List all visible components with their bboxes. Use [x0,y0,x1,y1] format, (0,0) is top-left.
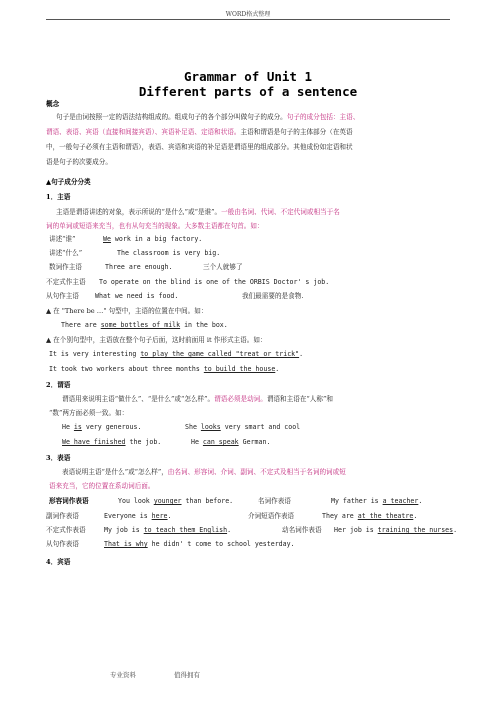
example-sentence: That is why he didn' t come to school yesterday. [104,540,295,548]
predicate-heading: 2．谓语 [46,381,71,389]
predicate-desc: “数”两方面必须一致。如： [49,409,129,417]
example-label: 名词作表语 [258,497,291,505]
example-sentence: We have finished the job. [62,438,162,446]
example-label: 形容词作表语 [49,497,89,505]
concept-paragraph-line: 句子是由词按照一定的语法结构组成的。组成句子的各个部分叫做句子的成分。句子的成分包括：主语、 [56,113,360,121]
example-label: 数词作主语 [49,263,82,271]
example-label: 讲述“谁” [49,235,76,243]
example-label: 从句作表语 [46,540,79,548]
example-sentence: It took two workers about three months to build the house. [49,365,280,373]
example-label: 不定式作主语 [46,278,86,286]
example-sentence: My father is a teacher. [331,497,423,505]
example-label: 副词作表语 [46,512,79,520]
example-translation: 我们最需要的是食物. [242,292,304,300]
example-label: 讲述“什么” [49,249,83,257]
predicate-desc: 谓语用来说明主语“做什么”、“是什么”或“怎么样”。谓语必须是动词。谓语和主语在“人称”和 [62,395,333,403]
example-label: 动名词作表语 [282,526,322,534]
example-sentence: You look younger than before. [118,497,234,505]
footer-right: 值得拥有 [174,671,200,679]
note-line: ▲ 在个别句型中，主语放在整个句子后面，这时前面用 it 作形式主语。如： [46,336,267,344]
predicative-heading: 3．表语 [46,454,71,462]
example-sentence: There are some bottles of milk in the box. [61,321,228,329]
subject-desc: 主语是谓语讲述的对象，表示所说的“是什么”或“是谁”。一般由名词、代词、不定代词或相当于名 [56,208,340,216]
example-sentence: They are at the theatre. [322,512,418,520]
object-heading: 4．宾语 [46,558,71,566]
example-sentence: It is very interesting to play the game called "treat or trick". [49,350,304,358]
example-sentence: Everyone is here. [104,512,172,520]
concept-paragraph-line: 语是句子的次要成分。 [46,158,112,166]
predicative-desc: 表语说明主语“是什么”或“怎么样”，由名词、形容词、介词、副词、不定式及相当于名词的词或短 [62,468,346,476]
header-divider [46,19,450,20]
example-sentence: To operate on the blind is one of the ORBIS Doctor' s job. [99,278,330,286]
page-header: WORD格式整理 [225,11,271,18]
subject-heading: 1．主语 [46,193,71,201]
example-label: 从句作主语 [46,292,79,300]
doc-title: Grammar of Unit 1 [184,69,312,84]
example-sentence: Her job is training the nurses. [334,526,458,534]
subject-desc: 词的单词或短语来充当，也有从句充当的现象。大多数主语都在句首。如： [46,222,264,230]
example-label: 不定式作表语 [46,526,86,534]
example-label: 介词短语作表语 [248,512,295,520]
section-heading: ▲句子成分分类 [46,178,91,186]
example-sentence: We work in a big factory. [103,235,203,243]
doc-subtitle: Different parts of a sentence [138,84,358,99]
example-sentence: He can speak German. [191,438,271,446]
example-sentence: He is very generous. [62,423,142,431]
concept-paragraph-line: 谓语、表语、宾语（直接和间接宾语）、宾语补足语、定语和状语。主语和谓语是句子的主体部分（在英语 [46,128,353,136]
example-sentence: What we need is food. [95,292,179,300]
example-sentence: Three are enough. [105,263,173,271]
note-line: ▲ 在 "There be …" 句型中，主语的位置在中间。如： [46,307,208,315]
example-sentence: My job is to teach them English. [104,526,232,534]
example-sentence: She looks very smart and cool [185,423,301,431]
example-sentence: The classroom is very big. [117,249,221,257]
predicative-desc: 语来充当，它的位置在系动词后面。 [49,482,155,490]
example-translation: 三个人就够了 [203,263,243,271]
concept-heading: 概念 [46,100,60,108]
footer-left: 专业资料 [110,671,136,679]
concept-paragraph-line: 中，一般句子必须有主语和谓语），表语、宾语和宾语的补足语是谓语里的组成部分。其他成份如定语和状 [46,143,353,151]
